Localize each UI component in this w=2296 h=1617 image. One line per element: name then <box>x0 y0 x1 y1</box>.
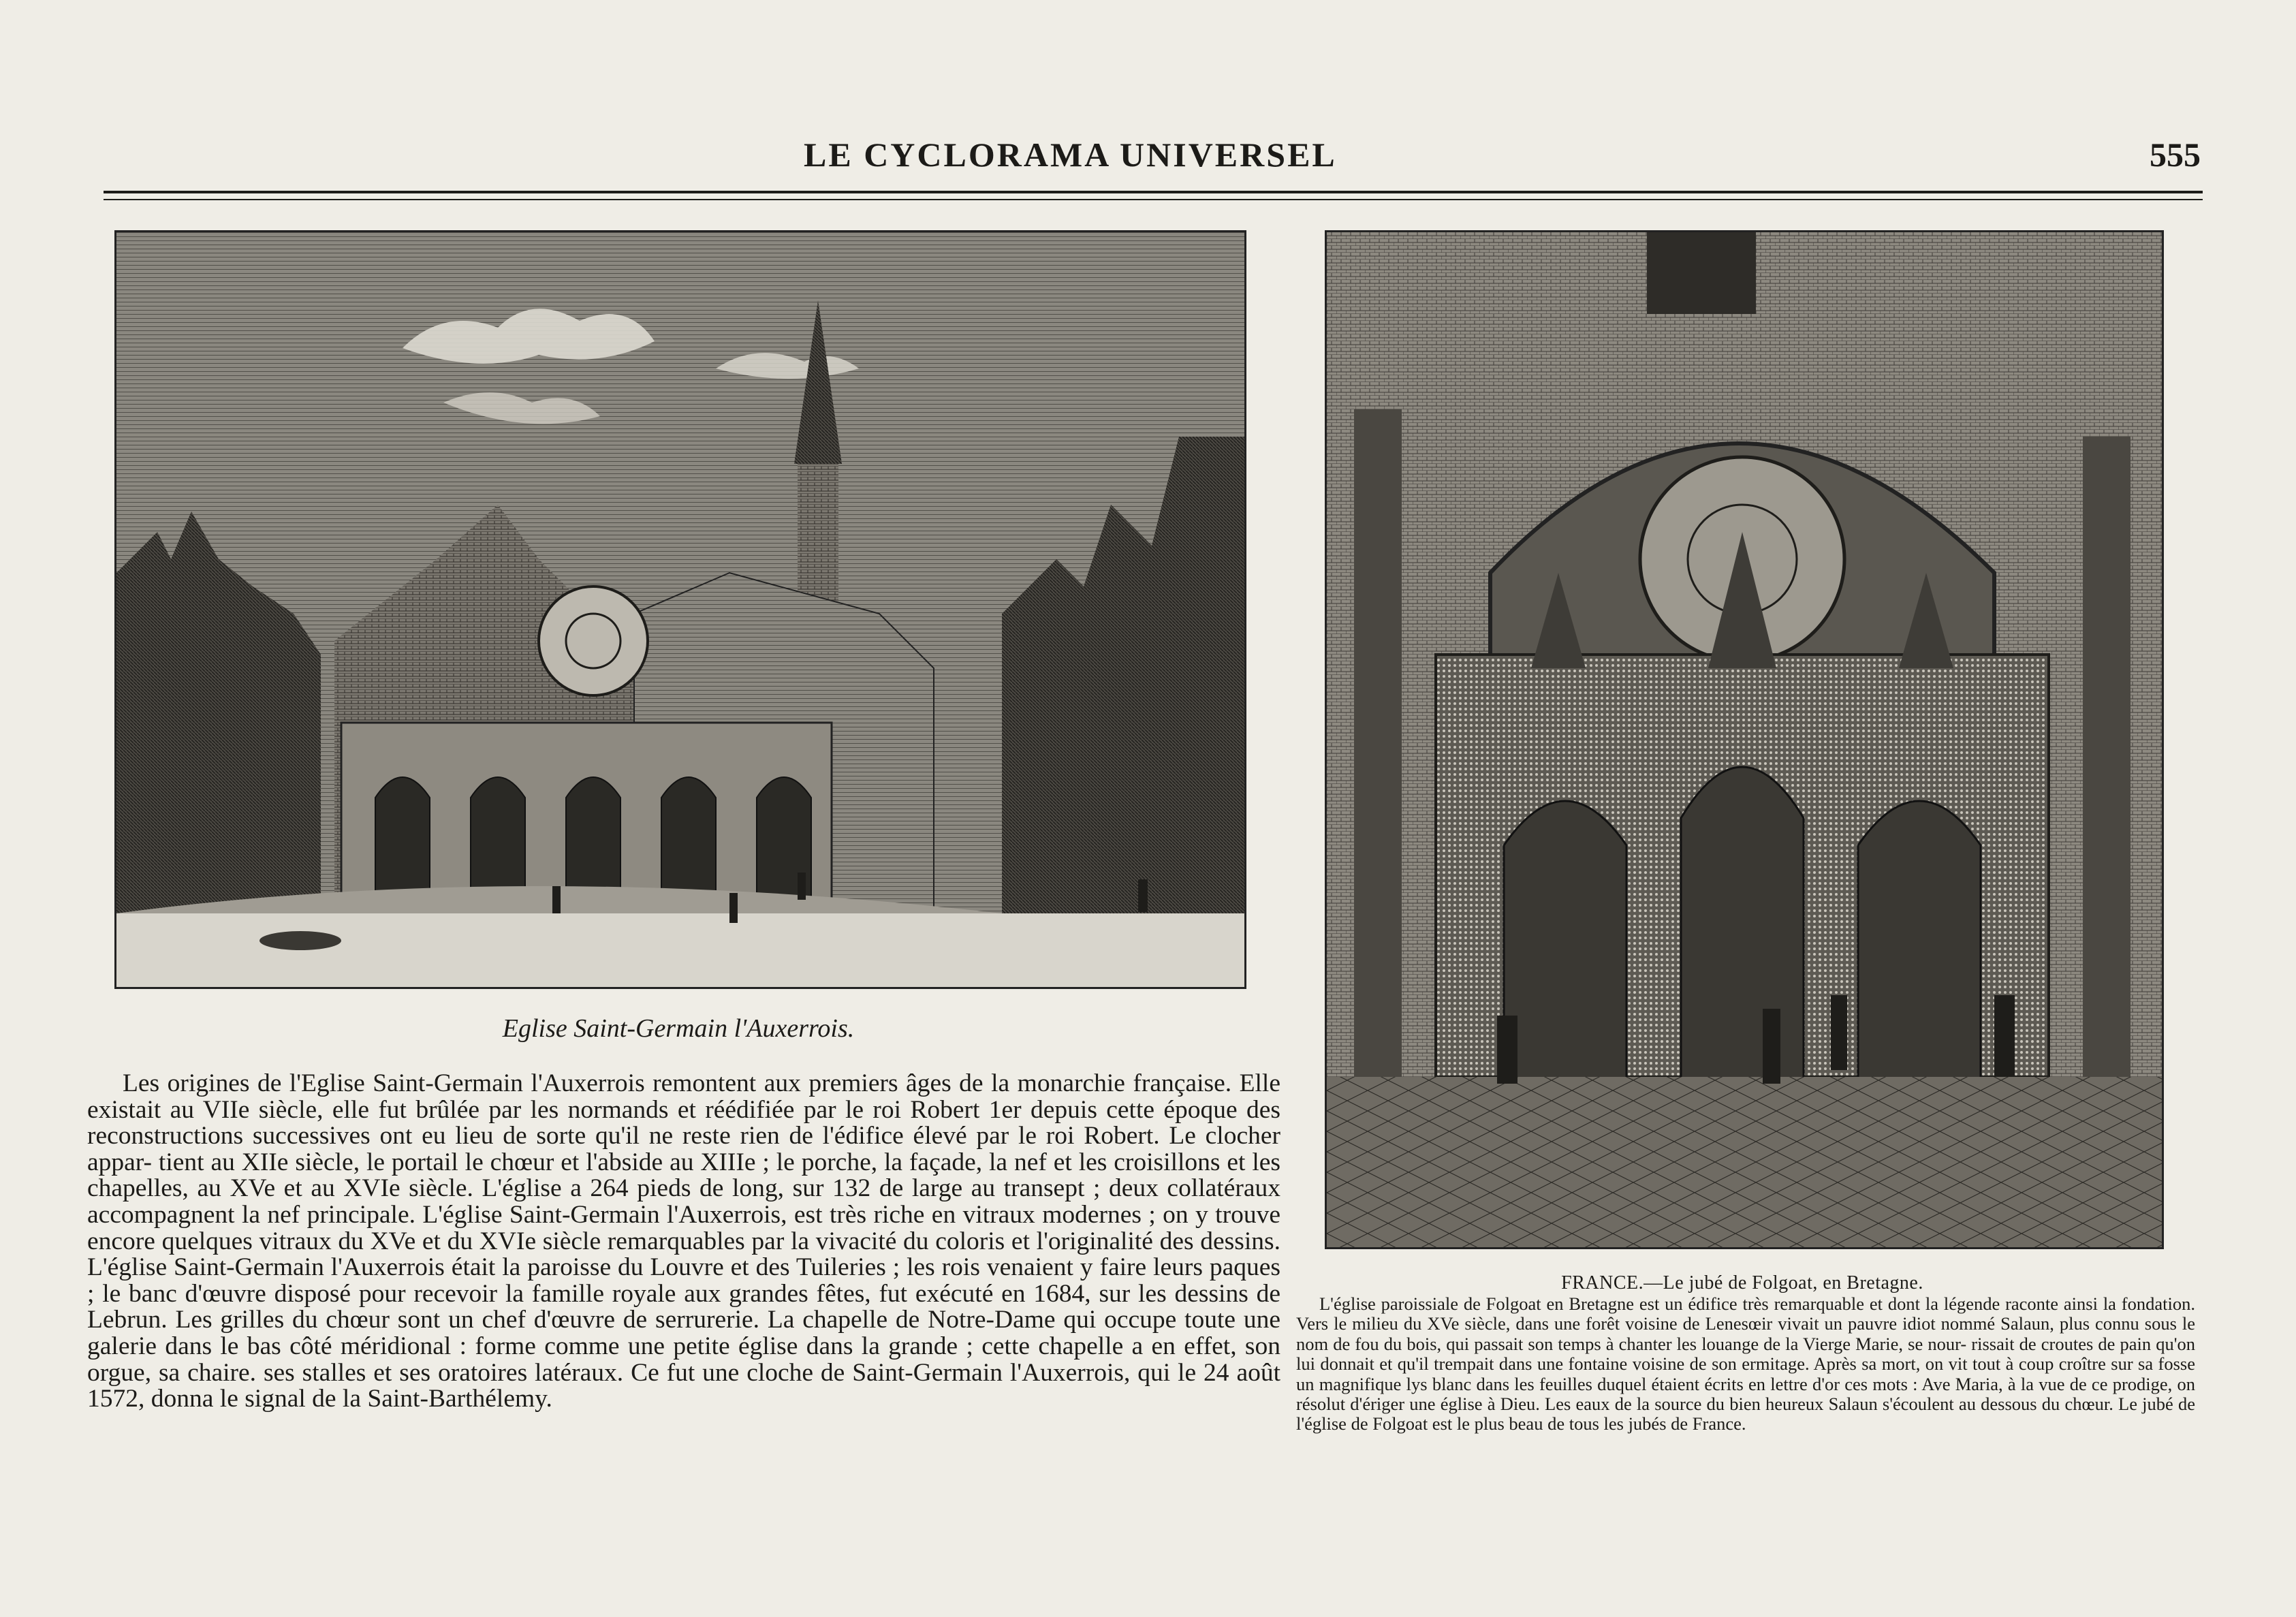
text-line: chef d'œuvre de serrurerie. La chapelle de Notre-Dame qui occupe toute une galerie dans le <box>87 1306 1280 1360</box>
running-title: LE CYCLORAMA UNIVERSEL <box>804 136 1337 174</box>
text-line: et les croisillons et les chapelles, au XVe et au XVIe siècle. L'église a 264 pieds de long, <box>87 1148 1280 1203</box>
text-line: tient au XIIe siècle, le portail le chœur et l'abside au XIIIe ; le porche, la façade, la nef <box>158 1148 1054 1176</box>
article-folgoat-paragraph <box>1296 1294 2195 1434</box>
text-line: sur 132 de large au transept ; deux collatéraux accompagnent la nef principale. L'église <box>87 1174 1280 1229</box>
engraving-folgoat-rood-screen <box>1325 230 2164 1249</box>
header-rule-thick <box>104 191 2203 193</box>
text-line: Saint-Germain l'Auxerrois, est très riche en vitraux modernes ; on y trouve encore quelques <box>87 1200 1280 1255</box>
text-line: plus beau de tous les jubés de France. <box>1474 1413 1746 1434</box>
text-line: lys blanc dans les feuilles duquel étaient écrits en lettre d'or ces mots : Ave Maria, à <box>1406 1373 2021 1394</box>
article-saint-germain <box>87 1071 1280 1413</box>
text-line: son orgue, sa chaire. ses stalles et ses oratoires latéraux. Ce fut une cloche de Saint-Germain <box>87 1332 1280 1387</box>
text-line: monarchie française. Elle existait au VIIe siècle, elle fut brûlée par les normands et <box>87 1069 1280 1124</box>
caption-saint-germain: Eglise Saint-Germain l'Auxerrois. <box>502 1014 855 1043</box>
text-line: réédifiée par le roi Robert 1er depuis cette époque des reconstructions successives ont <box>87 1095 1281 1150</box>
text-line: vitraux du XVe et du XVIe siècle remarquables par la vivacité du coloris et l'originalité des <box>259 1227 1201 1255</box>
article-folgoat <box>1296 1294 2195 1434</box>
text-line: heureux Salaun s'écoulent au dessous du chœur. Le jubé de l'église de Folgoat est le <box>1296 1394 2195 1434</box>
text-line: bas côté méridional : forme comme une petite église dans la grande ; cette chapelle a en effet, <box>247 1332 1245 1360</box>
header-rule-thin <box>104 199 2203 200</box>
engraving-saint-germain-church <box>114 230 1246 989</box>
text-line: la vue de ce prodige, on résolut d'ériger une église à Dieu. Les eaux de la source du bien <box>1296 1373 2196 1415</box>
text-line: rissait de croutes de pain qu'on lui donnait et qu'il trempait dans une fontaine voisine <box>1296 1333 2196 1375</box>
text-line: eu lieu de sorte qu'il ne reste rien de l'édifice élevé par le roi Robert. Le clocher appar- <box>87 1122 1280 1176</box>
text-line: L'église paroissiale de Folgoat en Bretagne est un édifice très remarquable et dont <box>1319 1293 1925 1314</box>
text-line: grandes fêtes, fut exécuté en 1684, sur les dessins de Lebrun. Les grilles du chœur sont un <box>87 1279 1280 1334</box>
text-line: fou du bois, qui passait son temps à chanter les louange de la Vierge Marie, se nour- <box>1355 1333 1972 1354</box>
caption-folgoat: FRANCE.—Le jubé de Folgoat, en Bretagne. <box>1561 1272 1923 1293</box>
article-saint-germain-paragraph <box>87 1071 1280 1413</box>
text-line: de son ermitage. Après sa mort, on vit tout à coup croître sur sa fosse un magnifique <box>1296 1353 2195 1394</box>
text-line: l'Auxerrois, qui le 24 août 1572, donna le signal de la Saint-Barthélemy. <box>87 1358 1281 1413</box>
text-line: venaient y faire leurs paques ; le banc d'œuvre disposé pour recevoir la famille royale aux <box>87 1253 1280 1308</box>
text-line: la légende raconte ainsi la fondation. Vers le milieu du XVe siècle, dans une forêt <box>1296 1293 2195 1334</box>
page-number: 555 <box>2150 136 2201 174</box>
text-line: Les origines de l'Eglise Saint-Germain l'Auxerrois remontent aux premiers âges de la <box>123 1069 1018 1097</box>
text-line: voisine de Lenesœir vivait un pauvre idiot nommé Salaun, plus connu sous le nom de <box>1296 1313 2195 1354</box>
text-line: dessins. L'église Saint-Germain l'Auxerrois était la paroisse du Louvre et des Tuileries ; les rois <box>87 1227 1280 1282</box>
